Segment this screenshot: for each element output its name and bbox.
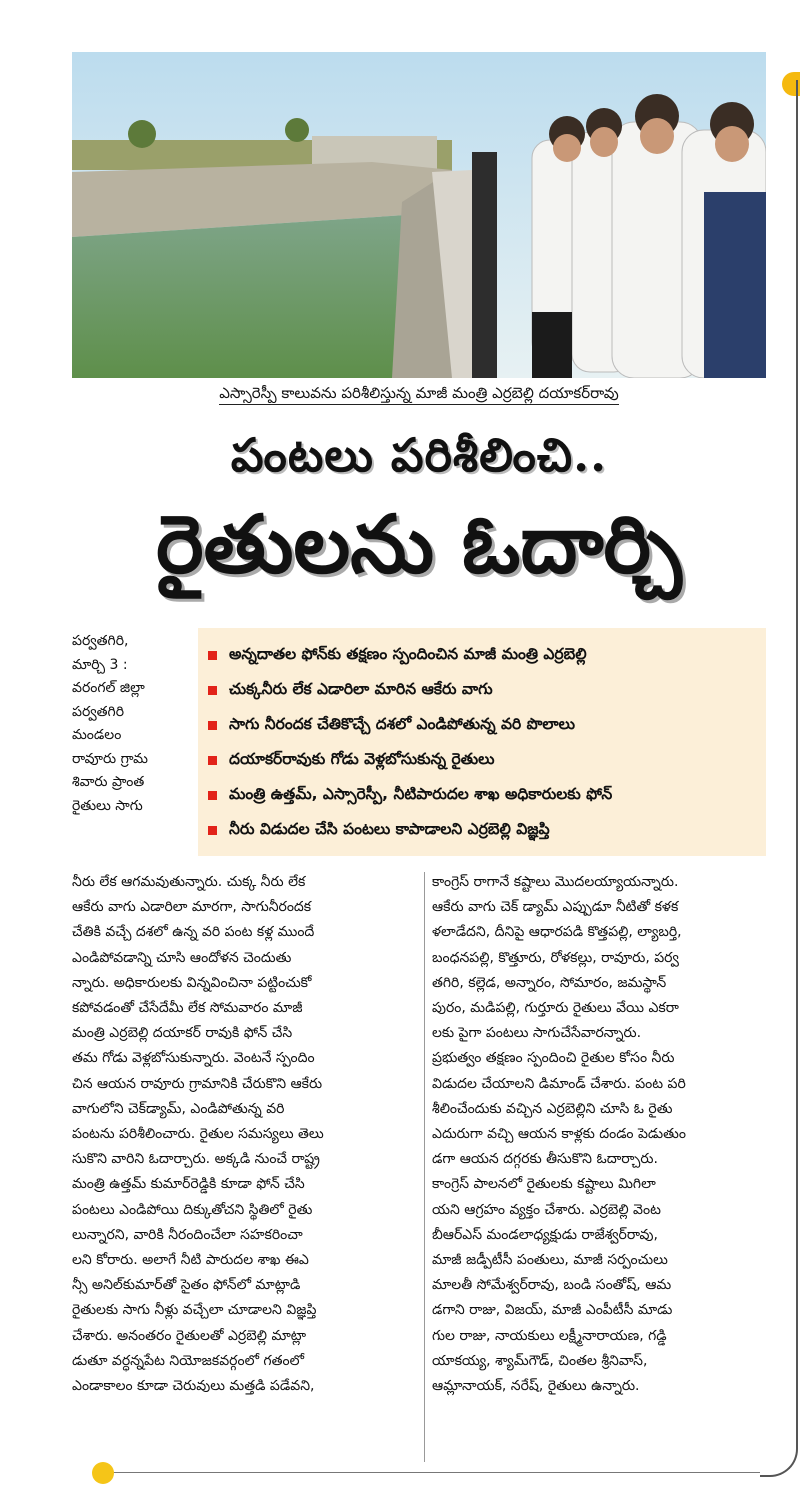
body-line: మంత్రి ఉత్తమ్ కుమార్‌రెడ్డికి కూడా ఫోన్ చేసి	[72, 1176, 305, 1193]
body-line: బీఆర్ఎస్ మండలాధ్యక్షుడు రాజేశ్వర్‌రావు,	[432, 1226, 658, 1243]
body-line: న్సీ అనిల్‌కుమార్‌తో సైతం ఫోన్‌లో మాట్లాడి	[72, 1277, 301, 1294]
bullet-square-icon	[208, 686, 217, 695]
body-line: ఎదురుగా వచ్చి ఆయన కాళ్లకు దండం పెడుతుం	[432, 1126, 686, 1143]
bullet-square-icon	[208, 651, 217, 660]
body-line: కాంగ్రెస్ రాగానే కష్టాలు మొదలయ్యాయన్నారు.	[432, 874, 679, 890]
intro-line: మండలం	[72, 727, 122, 743]
column-divider	[424, 872, 425, 1462]
body-line: ళలాడేదని, దీనిపై ఆధారపడి కొత్తపల్లి, ల్యాబర్తి,	[432, 924, 682, 941]
bottom-rule	[110, 1472, 760, 1473]
intro-line: మార్చి 3 :	[72, 656, 128, 673]
body-line: పురం, మడిపల్లి, గుర్తూరు రైతులు వేయి ఎకరా	[432, 1000, 679, 1017]
photo-caption: ఎస్సారెస్పీ కాలువను పరిశీలిస్తున్న మాజీ మంత్రి ఎర్రబెల్లి దయాకర్‌రావు	[72, 384, 766, 406]
body-line: మాజీ జడ్పీటీసీ పంతులు, మాజీ సర్పంచులు	[432, 1252, 668, 1269]
body-line: పంటను పరిశీలించారు. రైతుల సమస్యలు తెలు	[72, 1126, 324, 1143]
body-line: యాకయ్య, శ్యామ్‌గౌడ్, చింతల శ్రీనివాస్,	[432, 1352, 648, 1369]
intro-text	[72, 630, 192, 818]
body-line: రైతులకు సాగు నీళ్లు వచ్చేలా చూడాలని విజ్ఞప్తి	[72, 1302, 317, 1319]
intro-line: పర్వతగిరి,	[72, 633, 129, 649]
body-line: చేతికి వచ్చే దశలో ఉన్న వరి పంట కళ్ల ముందే	[72, 924, 315, 941]
highlight-item	[208, 813, 760, 848]
body-line: డగా ఆయన దగ్గరకు తీసుకొని ఓదార్చారు.	[432, 1151, 658, 1168]
bullet-square-icon	[208, 826, 217, 835]
intro-line: రావూరు గ్రామ	[72, 750, 148, 767]
intro-line: శివారు ప్రాంత	[72, 774, 145, 790]
body-line: ప్రభుత్వం తక్షణం స్పందించి రైతుల కోసం నీరు	[432, 1050, 675, 1067]
body-line: లని కోరారు. అలాగే నీటి పారుదల శాఖ ఈఎ	[72, 1252, 309, 1269]
highlight-text: మంత్రి ఉత్తమ్, ఎస్సారెస్పీ, నీటిపారుదల శాఖ అధికారులకు ఫోన్	[229, 784, 613, 803]
intro-line: వరంగల్ జిల్లా	[72, 680, 145, 696]
body-line: శీలించేందుకు వచ్చిన ఎర్రబెల్లిని చూసి ఓ రైతు	[432, 1100, 673, 1117]
body-line: తమ గోడు వెళ్లబోసుకున్నారు. వెంటనే స్పందిం	[72, 1050, 315, 1067]
body-line: లున్నారని, వారికి నీరందించేలా సహకరించా	[72, 1226, 303, 1243]
body-line: మాలతీ సోమేశ్వర్‌రావు, బండి సంతోష్, ఆమ	[432, 1277, 672, 1294]
highlight-item	[208, 778, 760, 813]
body-line: కపోవడంతో చేసేదేమీ లేక సోమవారం మాజీ	[72, 1000, 303, 1017]
body-line: పంటలు ఎండిపోయి దిక్కుతోచని స్థితిలో రైతు	[72, 1201, 313, 1218]
bullet-square-icon	[208, 791, 217, 800]
body-line: నీరు లేక ఆగమవుతున్నారు. చుక్క నీరు లేక	[72, 874, 306, 890]
article-column-left	[72, 870, 420, 1399]
body-line: విడుదల చేయాలని డిమాండ్ చేశారు. పంట పరి	[432, 1075, 686, 1092]
highlight-item	[208, 638, 760, 673]
body-line: యని ఆగ్రహం వ్యక్తం చేశారు. ఎర్రబెల్లి వెంట	[432, 1201, 661, 1218]
accent-dot	[92, 1462, 114, 1484]
highlight-item	[208, 708, 760, 743]
body-line: ఆకేరు వాగు చెక్ డ్యామ్ ఎప్పుడూ నీటితో కళక	[432, 899, 679, 916]
body-line: ఎండాకాలం కూడా చెరువులు మత్తడి పడేవని,	[72, 1378, 315, 1395]
bullet-square-icon	[208, 756, 217, 765]
highlight-item	[208, 673, 760, 708]
body-line: తగిరి, కల్లెడ, అన్నారం, సోమారం, జమస్థాన్	[432, 974, 667, 991]
body-line: గుల రాజు, నాయకులు లక్ష్మీనారాయణ, గడ్డి	[432, 1327, 667, 1344]
highlights-box	[198, 628, 766, 856]
intro-line: రైతులు సాగు	[72, 797, 143, 814]
bullet-square-icon	[208, 721, 217, 730]
headline-line1: పంటలు పరిశీలించి..	[230, 428, 608, 482]
body-line: డుతూ వర్ధన్నపేట నియోజకవర్గంలో గతంలో	[72, 1352, 304, 1369]
body-line: కాంగ్రెస్ పాలనలో రైతులకు కష్టాలు మిగిలా	[432, 1176, 656, 1193]
body-line: ఆకేరు వాగు ఎడారిలా మారగా, సాగునీరందక	[72, 899, 312, 916]
body-line: మంత్రి ఎర్రబెల్లి దయాకర్ రావుకి ఫోన్ చేసి	[72, 1025, 293, 1042]
highlight-text: అన్నదాతల ఫోన్‌కు తక్షణం స్పందించిన మాజీ మంత్రి ఎర్రబెల్లి	[229, 644, 587, 663]
body-line: లకు పైగా పంటలు సాగుచేసేవారన్నారు.	[432, 1025, 642, 1042]
headline-line2: రైతులను ఓదార్చి	[156, 497, 682, 591]
body-line: సుకొని వారిని ఓదార్చారు. అక్కడి నుంచే రాష్ట్ర	[72, 1151, 320, 1168]
article-column-right	[432, 870, 768, 1399]
body-line: చిన ఆయన రావూరు గ్రామానికి చేరుకొని ఆకేరు	[72, 1075, 323, 1092]
body-line: బంధనపల్లి, కొత్తూరు, రోళకల్లు, రావూరు, పర్వ	[432, 949, 679, 966]
news-photo	[72, 52, 766, 378]
body-line: చేశారు. అనంతరం రైతులతో ఎర్రబెల్లి మాట్లా	[72, 1327, 307, 1344]
highlight-text: దయాకర్‌రావుకు గోడు వెళ్లబోసుకున్న రైతులు	[229, 749, 495, 768]
highlight-item	[208, 743, 760, 778]
highlight-text: సాగు నీరందక చేతికొచ్చే దశలో ఎండిపోతున్న వరి పొలాలు	[229, 714, 575, 733]
intro-line: పర్వతగిరి	[72, 703, 125, 720]
body-line: ఎండిపోవడాన్ని చూసి ఆందోళన చెందుతు	[72, 949, 292, 966]
body-line: న్నారు. అధికారులకు విన్నవించినా పట్టించుకో	[72, 974, 312, 991]
highlight-text: నీరు విడుదల చేసి పంటలు కాపాడాలని ఎర్రబెల్లి విజ్ఞప్తి	[229, 819, 550, 838]
body-line: వాగులోని చెక్‌డ్యామ్, ఎండిపోతున్న వరి	[72, 1100, 285, 1117]
body-line: ఆమ్లానాయక్, నరేష్, రైతులు ఉన్నారు.	[432, 1378, 640, 1395]
body-line: డగాని రాజు, విజయ్, మాజీ ఎంపీటీసీ మాడు	[432, 1302, 673, 1319]
highlight-text: చుక్కనీరు లేక ఎడారిలా మారిన ఆకేరు వాగు	[229, 679, 493, 698]
